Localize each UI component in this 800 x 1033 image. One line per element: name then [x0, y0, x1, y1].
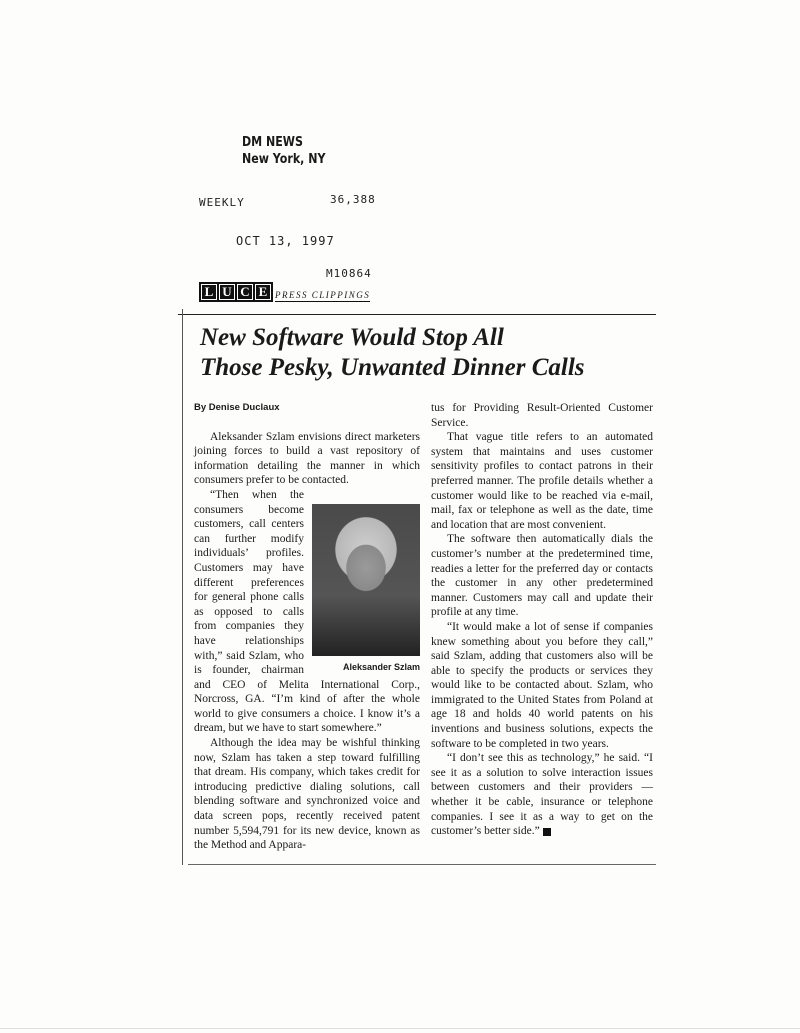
article-column-left	[194, 401, 420, 853]
luce-logo	[199, 282, 370, 302]
author-photo-frame	[308, 504, 420, 674]
clip-id-stamp: M10864	[326, 267, 372, 280]
paragraph: Although the idea may be wishful thinking now, Szlam has taken a step toward fulfilling that dream. His company, which takes credit for introducing predictive dialing solutions, call blending software and synchronized voice and data screen pops, recently received patent number 5,594,791 for its new device, known as the Method and Appara-	[194, 737, 420, 852]
article-clipping	[178, 309, 656, 865]
luce-logo-mark: L U C E	[199, 282, 273, 302]
final-text: “I don’t see this as technology,” he said. “I see it as a solution to solve interaction issues between customers and their providers — whether it be cable, insurance or telephone companies. I see it as a way to get on the customer’s better side.”	[431, 752, 653, 838]
publication-block	[242, 134, 325, 168]
frequency-stamp: WEEKLY	[199, 196, 245, 209]
headline	[200, 323, 660, 383]
paragraph: That vague title refers to an automated system that maintains and uses customer sensitivity profiles to contact patrons in their preferred manner. The profile details whether a customer would like to be reached via e-mail, mail, fax or telephone as well as the date, time and location that are most convenient.	[431, 431, 653, 531]
left-rule	[182, 309, 183, 865]
paragraph: “It would make a lot of sense if companies knew something about you before they call,” said Szlam, adding that customers also will be able to specify the products or services they would like to be contacted about. Szlam, who immigrated to the United States from Poland at age 18 and holds 40 world patents on his inventions and business solutions, expects the software to be completed in two years.	[431, 620, 653, 750]
headline-line-1: New Software Would Stop All	[200, 324, 504, 351]
publication-name: DM NEWS	[242, 135, 303, 150]
paragraph: The software then automatically dials the customer’s number at the predetermined time, readies a letter for the preferred day or contacts the customer in any other predetermined manner. Customers may call and update their profile at any time.	[431, 533, 653, 619]
publication-location: New York, NY	[242, 152, 326, 167]
luce-tagline: PRESS CLIPPINGS	[275, 290, 371, 300]
date-stamp: OCT 13, 1997	[236, 234, 335, 248]
article-column-right	[431, 401, 653, 839]
headline-line-2: Those Pesky, Unwanted Dinner Calls	[200, 354, 585, 381]
circulation-stamp: 36,388	[330, 193, 376, 206]
paragraph: “Then when the consumers become customers, call centers can further modify individuals’ profiles. Customers may have different preferences for general phone calls as opposed to calls from companies they have relationships with,” said Szlam, who is founder, chairman and CEO of Melita International Corp., Norcross, GA. “I’m kind of after the whole world to give consumers a choice. I know it’s a dream, but we have to start somewhere.”	[194, 488, 420, 735]
paragraph: Aleksander Szlam envisions direct marketers joining forces to build a vast repository of information detailing the manner in which consumers prefer to be contacted.	[194, 430, 420, 487]
top-rule	[178, 314, 656, 315]
scan-edge	[0, 1028, 800, 1029]
photo-caption: Aleksander Szlam	[342, 661, 420, 672]
byline: By Denise Duclaux	[194, 402, 280, 413]
portrait-photo	[312, 504, 420, 656]
end-mark-icon	[543, 828, 551, 836]
bottom-rule	[188, 864, 656, 865]
paragraph: tus for Providing Result-Oriented Customer Service.	[431, 402, 653, 429]
paragraph-final	[431, 751, 653, 839]
